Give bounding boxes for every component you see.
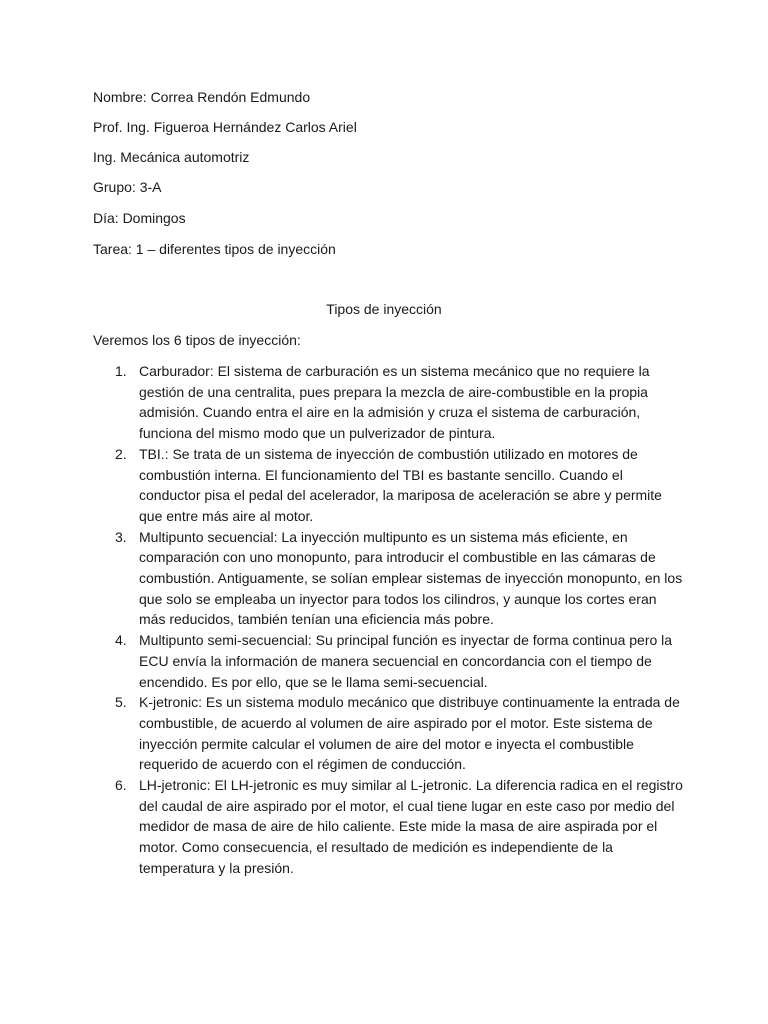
list-item [93, 692, 683, 775]
list-item-text: K-jetronic: Es un sistema modulo mecánico que distribuye continuamente la entrada de combustible, de acuerdo al volumen de aire aspirado por el motor. Este sistema de inyección permite calcular el volumen de aire del motor e inyecta el combustible requerido de acuerdo con el régimen de conducción. [139, 694, 680, 773]
list-item-text: Multipunto semi-secuencial: Su principal función es inyectar de forma continua pero la ECU envía la información de manera secuencial en concordancia con el tiempo de encendido. Es por ello, que se le llama semi-secuencial. [139, 632, 673, 690]
list-item-number: 2. [115, 445, 127, 462]
group: Grupo: 3-A [93, 179, 162, 195]
list-item [93, 527, 683, 631]
professor-name: Prof. Ing. Figueroa Hernández Carlos Ariel [93, 119, 357, 135]
class-day: Día: Domingos [93, 210, 186, 226]
list-item [93, 361, 683, 444]
list-item-number: 1. [115, 363, 127, 379]
list-item-text: Multipunto secuencial: La inyección multipunto es un sistema más eficiente, en comparación con uno monopunto, para introducir el combustible en las cámaras de combustión. Antiguamente, se solían emplear sistemas de inyección monopunto, en los que solo se empleaba un inyector para todos los cilindros, y aunque los cortes eran más reducidos, también tenían una eficiencia más pobre. [139, 528, 683, 628]
student-name: Nombre: Correa Rendón Edmundo [93, 89, 311, 105]
degree-program: Ing. Mecánica automotriz [93, 149, 250, 165]
list-item [93, 775, 683, 879]
list-item-text: LH-jetronic: El LH-jetronic es muy similar al L-jetronic. La diferencia radica en el registro del caudal de aire aspirado por el motor, el cual tiene lugar en este caso por medio del medidor de masa de aire de hilo caliente. Este mide la masa de aire aspirada por el motor. Como consecuencia, el resultado de medición es independiente de la temperatura y la presión. [139, 777, 683, 876]
list-item-number: 4. [115, 632, 127, 649]
intro-paragraph: Veremos los 6 tipos de inyección: [93, 332, 301, 348]
list-item [93, 444, 683, 527]
list-item-text: TBI.: Se trata de un sistema de inyección de combustión utilizado en motores de combustión interna. El funcionamiento del TBI es bastante sencillo. Cuando el conductor pisa el pedal del acelerador, la mariposa de aceleración se abre y permite que entre más aire al motor. [139, 445, 662, 524]
list-item-number: 5. [115, 694, 127, 711]
document-title: Tipos de inyección [326, 301, 442, 317]
list-item-number: 6. [115, 777, 127, 794]
list-item [93, 630, 683, 692]
assignment: Tarea: 1 – diferentes tipos de inyección [93, 241, 336, 257]
list-item-text: Carburador: El sistema de carburación es un sistema mecánico que no requiere la gestión de una centralita, pues prepara la mezcla de aire-combustible en la propia admisión. Cuando entra el aire en la admisión y cruza el sistema de carburación, funciona del mismo modo que un pulverizador de pintura. [139, 363, 650, 442]
list-item-number: 3. [115, 528, 127, 545]
injection-types-list [93, 361, 683, 879]
